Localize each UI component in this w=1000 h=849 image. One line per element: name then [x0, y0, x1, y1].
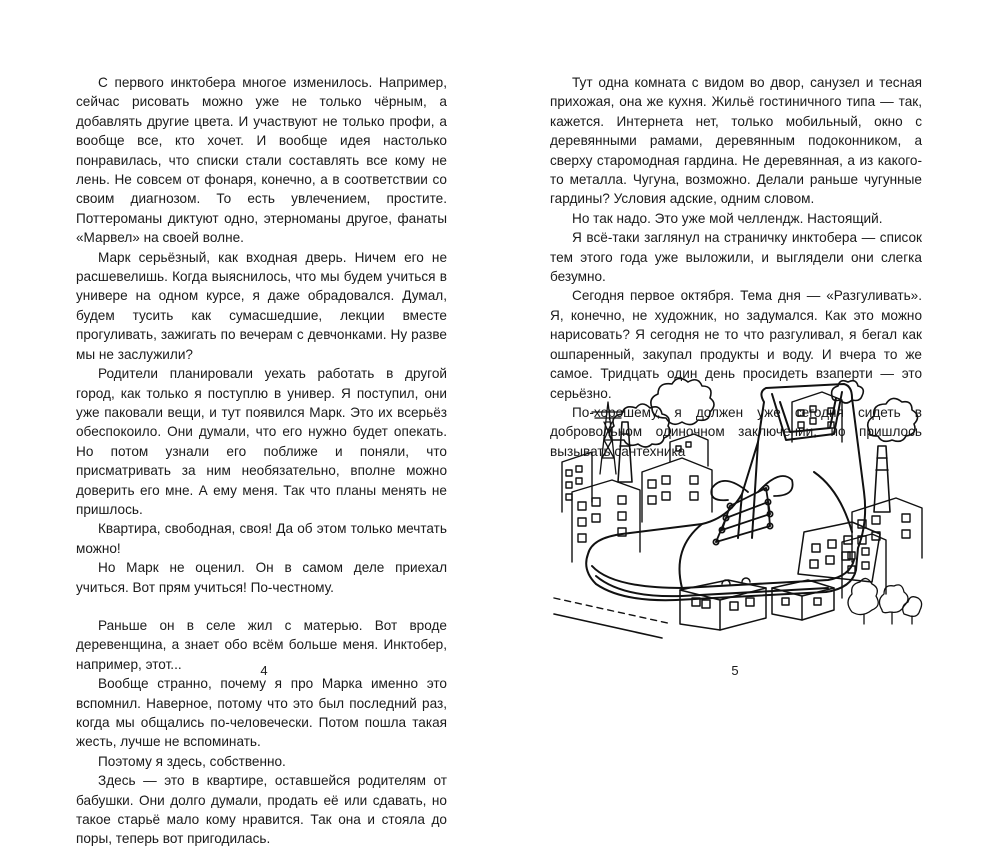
- paragraph: Раньше он в селе жил с матерью. Вот вроде деревенщина, а знает обо всём больше меня. Инктобер, например, этот...: [76, 617, 447, 672]
- paragraph: Сегодня первое октября. Тема дня — «Разгуливать». Я, конечно, не художник, но задумался. Как это можно нарисовать? Я сегодня не то что разгуливал, я бегал как ошпаренный, закупал продукты и воду. И вчера то же самое. Тридцать один день просидеть взаперти — это серьёзно.: [550, 288, 922, 401]
- smoke-cloud-center: [651, 378, 714, 424]
- giant-shoe-city-illustration: [552, 362, 926, 647]
- paragraph: Но так надо. Это уже мой челлендж. Настоящий.: [572, 210, 883, 226]
- chimney-left: [618, 422, 632, 482]
- page-number-left: 4: [260, 663, 268, 678]
- paragraph: Вообще странно, почему я про Марка именно это вспомнил. Наверное, потому что это был последний раз, когда мы общались по-человечески. Потом пошла такая жесть, лучше не вспоминать.: [76, 676, 447, 750]
- trees: [848, 578, 922, 624]
- paragraph: Родители планировали уехать работать в другой город, как только я поступлю в универ. Я поступил, они уже паковали вещи, и тут появился Марк. Это их всерьёз обеспокоило. Они думали, что его нужно будет опекать. Но потом узнали его поближе и поняли, что присматривать за ним необязательно, вполне можно доверить его мне. А ему меня. Так что планы менять не пришлось.: [76, 366, 447, 517]
- paragraph: Я всё-таки заглянул на страничку инктобера — список тем этого года уже выложили, и выглядели они слегка безумно.: [550, 230, 922, 285]
- paragraph: С первого инктобера многое изменилось. Например, сейчас рисовать можно уже не только чёрным, а добавлять другие цвета. И участвуют не только профи, а вообще все, кто хочет. И вообще идея настолько понравилась, что списки стали составлять все кому не лень. Не совсем от фонаря, конечно, а в соответствии со своим диагнозом. То есть увлечением, простите. Поттероманы диктуют одно, этерноманы другое, фанаты «Марвел» на своей волне.: [76, 75, 447, 246]
- left-text-column: [76, 73, 447, 849]
- paragraph: Но Марк не оценил. Он в самом деле приехал учиться. Вот прям учиться! По-честному.: [76, 560, 447, 595]
- road-line: [554, 598, 672, 624]
- section-gap: [76, 597, 447, 616]
- giant-shoe: [586, 384, 865, 600]
- right-page: [500, 0, 1000, 750]
- page-number-right: 5: [731, 663, 739, 678]
- left-page: [0, 0, 500, 847]
- paragraph: Поэтому я здесь, собственно.: [98, 753, 286, 769]
- paragraph: Квартира, свободная, своя! Да об этом только мечтать можно!: [76, 521, 447, 556]
- paragraph: По-хорошему, я должен уже сегодня сидеть в добровольном одиночном заключении, но пришлось вызывать сантехника: [550, 404, 922, 459]
- paragraph: Тут одна комната с видом во двор, санузел и тесная прихожая, она же кухня. Жильё гостиничного типа — так, кажется. Интернета нет, только мобильный, окно с деревянными рамами, деревянным подоконником, а сверху старомодная гардина. Не деревянная, а из какого-то металла. Чугуна, возможно. Делали раньше чугунные гардины? Условия адские, одним словом.: [550, 75, 922, 207]
- smoke-cloud-right: [868, 398, 918, 441]
- smoke-cloud-left: [609, 404, 670, 447]
- paragraph: Здесь — это в квартире, оставшейся родителям от бабушки. Они долго думали, продать её или сдавать, но такое старьё мало кому нравится. Так она и стояла до поры, теперь вот пригодилась.: [76, 773, 447, 847]
- crushed-building: [798, 522, 880, 582]
- foreground-buildings: [680, 578, 834, 630]
- buildings-left: [562, 434, 712, 562]
- paragraph: Марк серьёзный, как входная дверь. Ничем его не расшевелишь. Когда выяснилось, что мы будем учиться в универе на одном курсе, я даже обрадовался. Думал, будем тусить как сумасшедшие, лекции вместе прогуливать, зажигать по вечерам с девчонками. Ну разве мы не заслужили?: [76, 249, 447, 362]
